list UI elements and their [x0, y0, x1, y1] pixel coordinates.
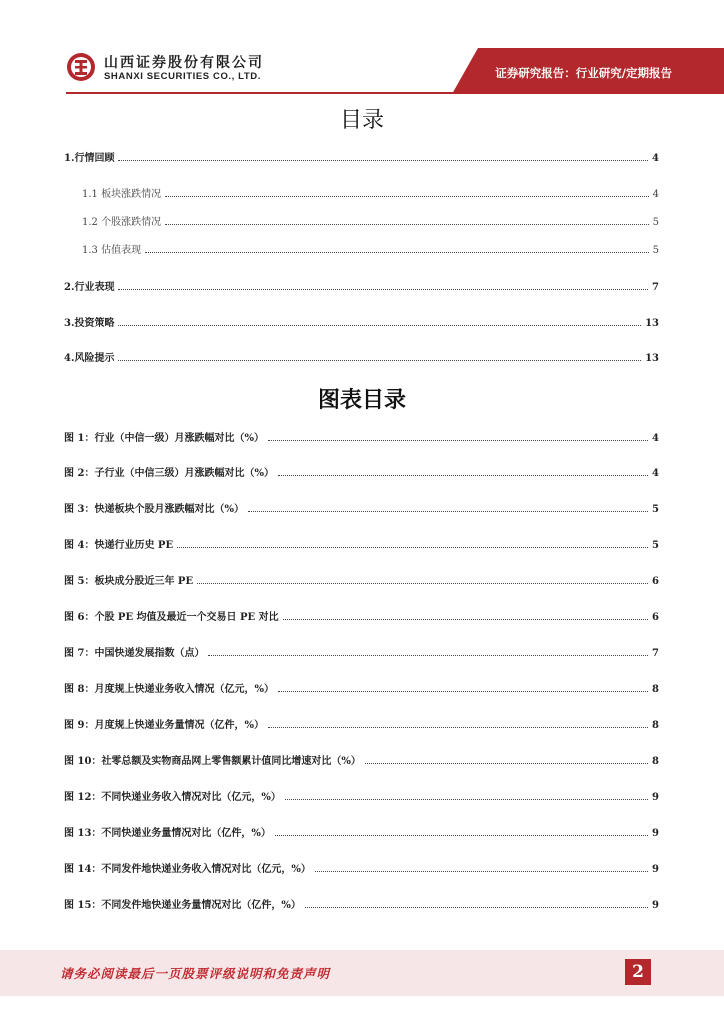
- figure-item-label: 图 8：月度规上快递业务收入情况（亿元，%）: [64, 684, 274, 695]
- toc-item[interactable]: [82, 212, 659, 228]
- toc-item[interactable]: [82, 184, 659, 200]
- toc-title: 目录: [339, 108, 384, 133]
- figure-item[interactable]: [64, 787, 659, 803]
- figure-item-label: 图 4：快递行业历史 PE: [64, 540, 174, 551]
- toc-item[interactable]: [64, 148, 659, 164]
- figure-item-page: 9: [652, 864, 659, 875]
- toc-item-page: 13: [645, 353, 659, 364]
- figure-item-page: 7: [652, 648, 659, 659]
- toc-item-label: 1.3 估值表现: [82, 245, 142, 256]
- toc-leader: [315, 870, 648, 872]
- figure-item-label: 图 6：个股 PE 均值及最近一个交易日 PE 对比: [64, 612, 279, 623]
- toc-leader: [278, 474, 648, 476]
- toc-leader: [165, 223, 649, 225]
- toc-leader: [197, 582, 648, 584]
- toc-item-page: 7: [652, 282, 659, 293]
- toc-item-label: 2.行业表现: [64, 282, 115, 293]
- toc-leader: [145, 251, 649, 253]
- toc-item-label: 4.风险提示: [64, 353, 115, 364]
- toc-leader: [305, 906, 648, 908]
- figure-item-label: 图 9：月度规上快递业务量情况（亿件，%）: [64, 720, 264, 731]
- toc-item-page: 13: [645, 318, 659, 329]
- toc-leader: [275, 834, 648, 836]
- company-logo-icon: [66, 52, 96, 82]
- figure-item-label: 图 10：社零总额及实物商品网上零售额累计值同比增速对比（%）: [64, 756, 361, 767]
- figure-item-page: 8: [652, 720, 659, 731]
- header-divider: [66, 92, 724, 94]
- figure-item[interactable]: [64, 463, 659, 479]
- toc-item[interactable]: [64, 313, 659, 329]
- figure-item[interactable]: [64, 715, 659, 731]
- toc-item[interactable]: [82, 240, 659, 256]
- page-footer: [0, 950, 724, 996]
- toc-leader: [365, 762, 648, 764]
- figure-item[interactable]: [64, 499, 659, 515]
- figure-item[interactable]: [64, 679, 659, 695]
- toc-leader: [118, 359, 641, 361]
- report-type: 证券研究报告：行业研究/定期报告: [495, 66, 672, 80]
- figure-item-page: 4: [652, 433, 659, 444]
- company-name-en: SHANXI SECURITIES CO., LTD.: [104, 71, 261, 82]
- page-number: 2: [625, 959, 651, 985]
- figure-item-page: 8: [652, 756, 659, 767]
- toc-item[interactable]: [64, 277, 659, 293]
- figure-item-label: 图 1：行业（中信一级）月涨跌幅对比（%）: [64, 433, 264, 444]
- figure-item-label: 图 2：子行业（中信三级）月涨跌幅对比（%）: [64, 468, 274, 479]
- figure-item-page: 6: [652, 612, 659, 623]
- figure-item-label: 图 13：不同快递业务量情况对比（亿件，%）: [64, 828, 271, 839]
- figure-item-page: 9: [652, 828, 659, 839]
- company-name-cn: 山西证券股份有限公司: [104, 55, 264, 71]
- figure-item[interactable]: [64, 643, 659, 659]
- figure-item-page: 9: [652, 900, 659, 911]
- figure-item-page: 5: [652, 540, 659, 551]
- figure-item-label: 图 12：不同快递业务收入情况对比（亿元，%）: [64, 792, 281, 803]
- toc-leader: [268, 439, 648, 441]
- toc-leader: [283, 618, 648, 620]
- figure-item-label: 图 5：板块成分股近三年 PE: [64, 576, 194, 587]
- figure-item-page: 5: [652, 504, 659, 515]
- figure-item-label: 图 14：不同发件地快递业务收入情况对比（亿元，%）: [64, 864, 311, 875]
- figure-item-label: 图 15：不同发件地快递业务量情况对比（亿件，%）: [64, 900, 301, 911]
- figure-item-label: 图 7：中国快递发展指数（点）: [64, 648, 205, 659]
- disclaimer-notice: 请务必阅读最后一页股票评级说明和免责声明: [60, 966, 331, 981]
- toc-leader: [208, 654, 648, 656]
- toc-item[interactable]: [64, 348, 659, 364]
- toc-leader: [118, 324, 641, 326]
- toc-leader: [177, 546, 648, 548]
- toc-leader: [118, 159, 648, 161]
- figure-item[interactable]: [64, 895, 659, 911]
- figure-item-label: 图 3：快递板块个股月涨跌幅对比（%）: [64, 504, 244, 515]
- figure-item[interactable]: [64, 428, 659, 444]
- toc-item-label: 3.投资策略: [64, 318, 115, 329]
- toc-leader: [285, 798, 648, 800]
- figure-item-page: 8: [652, 684, 659, 695]
- figures-title: 图表目录: [317, 387, 406, 413]
- figure-item[interactable]: [64, 751, 659, 767]
- toc-leader: [248, 510, 648, 512]
- figure-item-page: 4: [652, 468, 659, 479]
- toc-leader: [268, 726, 648, 728]
- toc-leader: [118, 288, 648, 290]
- toc-item-page: 5: [652, 245, 659, 256]
- toc-item-label: 1.1 板块涨跌情况: [82, 189, 162, 200]
- page-header: [0, 0, 724, 100]
- toc-leader: [165, 195, 649, 197]
- toc-item-label: 1.2 个股涨跌情况: [82, 217, 162, 228]
- figure-item[interactable]: [64, 823, 659, 839]
- figure-item[interactable]: [64, 859, 659, 875]
- toc-item-label: 1.行情回顾: [64, 153, 115, 164]
- figure-item-page: 9: [652, 792, 659, 803]
- toc-item-page: 4: [652, 189, 659, 200]
- toc-leader: [278, 690, 648, 692]
- report-type-banner: [452, 48, 724, 94]
- toc-item-page: 4: [652, 153, 659, 164]
- toc-item-page: 5: [652, 217, 659, 228]
- figure-item-page: 6: [652, 576, 659, 587]
- figure-item[interactable]: [64, 607, 659, 623]
- figure-item[interactable]: [64, 535, 659, 551]
- figure-item[interactable]: [64, 571, 659, 587]
